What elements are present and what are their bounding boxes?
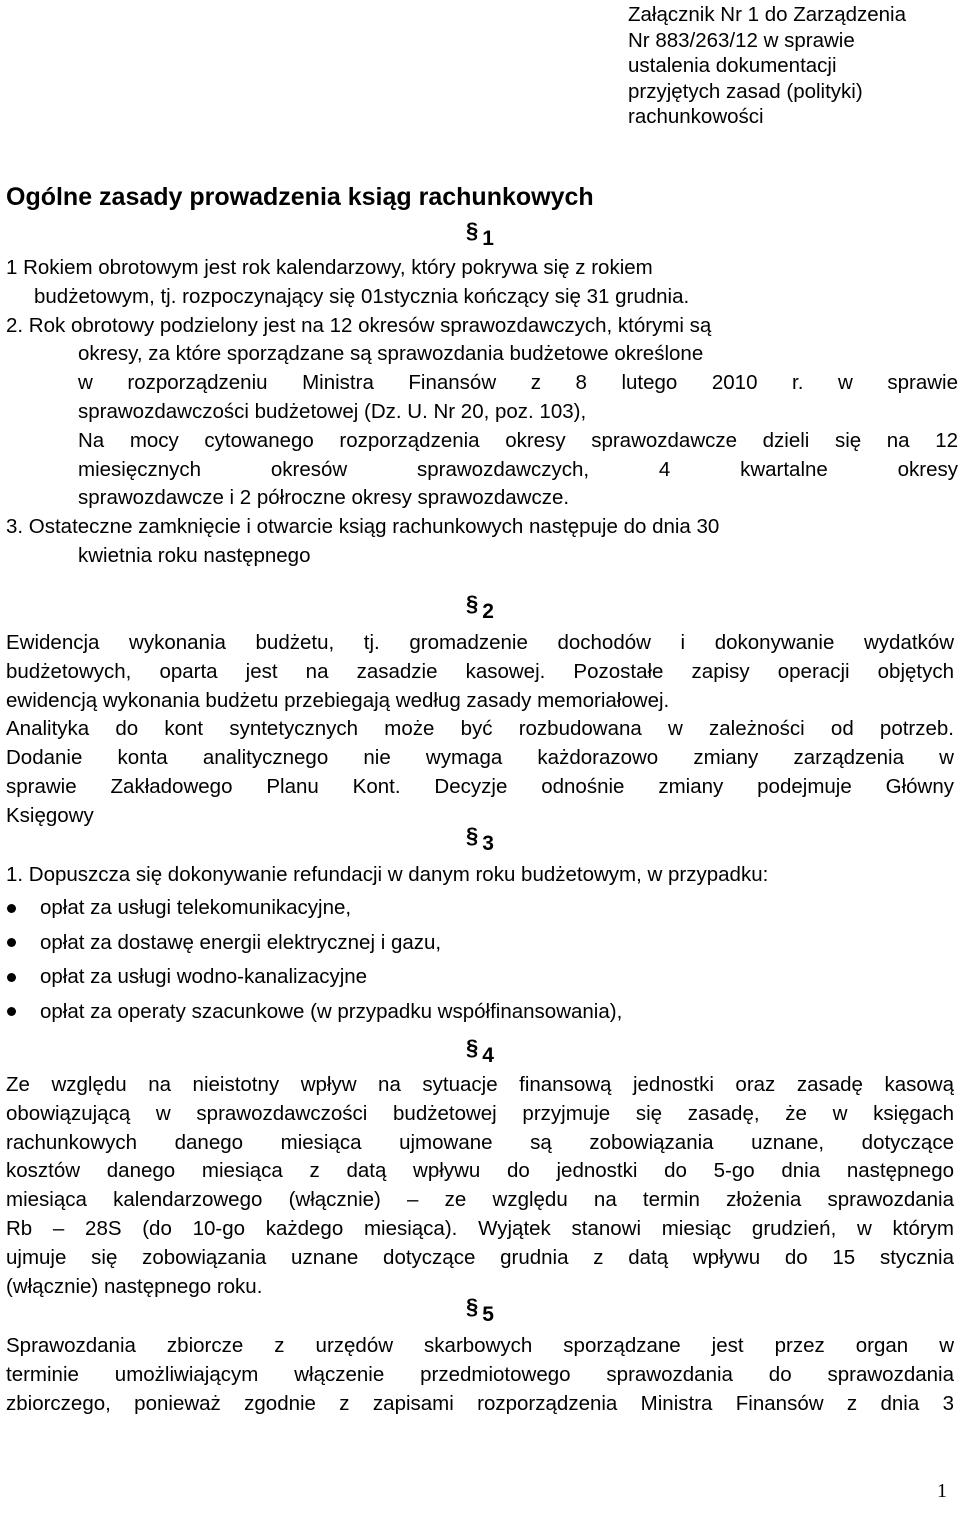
section-3-intro — [6, 861, 954, 890]
text-line: kwietnia roku następnego — [78, 543, 311, 567]
text-line: w rozporządzeniu Ministra Finansów z 8 lutego 2010 r. w sprawie — [78, 371, 958, 395]
list-item-text: opłat za operaty szacunkowe (w przypadku współfinansowania), — [40, 999, 623, 1023]
section-2-body — [6, 629, 954, 831]
text-line: (włącznie) następnego roku. — [6, 1274, 263, 1298]
bullet-icon — [7, 904, 16, 913]
document-title: Ogólne zasady prowadzenia ksiąg rachunkowych — [6, 183, 594, 211]
text-line: 3. Ostateczne zamknięcie i otwarcie ksiąg rachunkowych następuje do dnia 30 — [6, 515, 720, 539]
text-line: terminie umożliwiającym włączenie przedmiotowego sprawozdania do sprawozdania — [6, 1362, 954, 1386]
bullet-icon — [7, 973, 16, 982]
text-line: zbiorczego, ponieważ zgodnie z zapisami rozporządzenia Ministra Finansów z dnia 3 — [6, 1391, 954, 1415]
list-item-text: opłat za usługi wodno-kanalizacyjne — [40, 965, 368, 988]
text-line: Rb – 28S (do 10-go każdego miesiąca). Wyjątek stanowi miesiąc grudzień, w którym — [6, 1216, 954, 1240]
list-item — [6, 995, 622, 1030]
text-line: Ze względu na nieistotny wpływ na sytuacje finansową jednostki oraz zasadę kasową — [6, 1073, 954, 1096]
annex-line: rachunkowości — [628, 105, 764, 128]
section-number: 5 — [482, 1303, 494, 1326]
section-sign: § — [466, 1035, 479, 1060]
annex-line: Nr 883/263/12 w sprawie — [628, 28, 855, 52]
text-line: sprawozdawczości budżetowej (Dz. U. Nr 20, poz. 103), — [78, 399, 587, 423]
text-line: rachunkowych danego miesiąca ujmowane są zobowiązania uznane, dotyczące — [6, 1130, 954, 1154]
section-4-body — [6, 1071, 954, 1301]
bullet-icon — [7, 938, 16, 947]
text-line: Ewidencja wykonania budżetu, tj. gromadzenie dochodów i dokonywanie wydatków — [6, 631, 954, 654]
section-number: 1 — [482, 227, 494, 250]
section-sign: § — [466, 218, 479, 243]
page-number: 1 — [937, 1480, 947, 1502]
section-sign: § — [466, 1294, 479, 1319]
section-heading-3 — [0, 823, 960, 858]
text-line: budżetowym, tj. rozpoczynający się 01stycznia kończący się 31 grudnia. — [34, 284, 690, 308]
text-line: sprawozdawcze i 2 półroczne okresy sprawozdawcze. — [78, 486, 570, 510]
text-line: 1 Rokiem obrotowym jest rok kalendarzowy, który pokrywa się z rokiem — [6, 256, 653, 279]
section-heading-1 — [0, 218, 960, 253]
annex-line: przyjętych zasad (polityki) — [628, 79, 863, 103]
text-line: 2. Rok obrotowy podzielony jest na 12 okresów sprawozdawczych, którymi są — [6, 313, 712, 337]
section-1-body — [6, 254, 958, 571]
list-item — [6, 926, 622, 961]
bullet-icon — [7, 1007, 16, 1016]
text-line: Dodanie konta analitycznego nie wymaga każdorazowo zmiany zarządzenia w — [6, 746, 954, 770]
text-line: kosztów danego miesiąca z datą wpływu do jednostki do 5-go dnia następnego — [6, 1159, 954, 1183]
text-line: budżetowych, oparta jest na zasadzie kasowej. Pozostałe zapisy operacji objętych — [6, 659, 954, 683]
list-item — [6, 960, 622, 995]
text-line: 1. Dopuszcza się dokonywanie refundacji w danym roku budżetowym, w przypadku: — [6, 863, 769, 886]
section-heading-4 — [0, 1035, 960, 1070]
section-number: 2 — [482, 600, 494, 623]
text-line: Sprawozdania zbiorcze z urzędów skarbowych sporządzane jest przez organ w — [6, 1334, 954, 1357]
text-line: ewidencją wykonania budżetu przebiegają według zasady memoriałowej. — [6, 688, 670, 712]
annex-header — [628, 2, 958, 130]
list-item-text: opłat za usługi telekomunikacyjne, — [40, 896, 352, 919]
text-line: Na mocy cytowanego rozporządzenia okresy sprawozdawcze dzieli się na 12 — [78, 428, 958, 452]
section-number: 3 — [482, 832, 494, 855]
list-item-text: opłat za dostawę energii elektrycznej i gazu, — [40, 930, 442, 954]
annex-line: ustalenia dokumentacji — [628, 54, 837, 77]
text-line: ujmuje się zobowiązania uznane dotyczące grudnia z datą wpływu do 15 stycznia — [6, 1245, 954, 1269]
text-line: obowiązującą w sprawozdawczości budżetowej przyjmuje się zasadę, że w księgach — [6, 1101, 954, 1125]
text-line: miesięcznych okresów sprawozdawczych, 4 kwartalne okresy — [78, 457, 958, 481]
text-line: Księgowy — [6, 803, 94, 827]
list-item — [6, 891, 622, 926]
text-line: sprawie Zakładowego Planu Kont. Decyzje odnośnie zmiany podejmuje Główny — [6, 774, 954, 798]
text-line: Analityka do kont syntetycznych może być rozbudowana w zależności od potrzeb. — [6, 717, 954, 741]
refund-list — [6, 891, 622, 1029]
section-heading-5 — [0, 1294, 960, 1329]
text-line: okresy, za które sporządzane są sprawozdania budżetowe określone — [78, 342, 704, 366]
section-heading-2 — [0, 591, 960, 626]
section-sign: § — [466, 823, 479, 848]
section-5-body — [6, 1332, 954, 1418]
text-line: miesiąca kalendarzowego (włącznie) – ze względu na termin złożenia sprawozdania — [6, 1188, 954, 1212]
section-sign: § — [466, 591, 479, 616]
section-number: 4 — [482, 1044, 494, 1067]
annex-line: Załącznik Nr 1 do Zarządzenia — [628, 3, 907, 26]
